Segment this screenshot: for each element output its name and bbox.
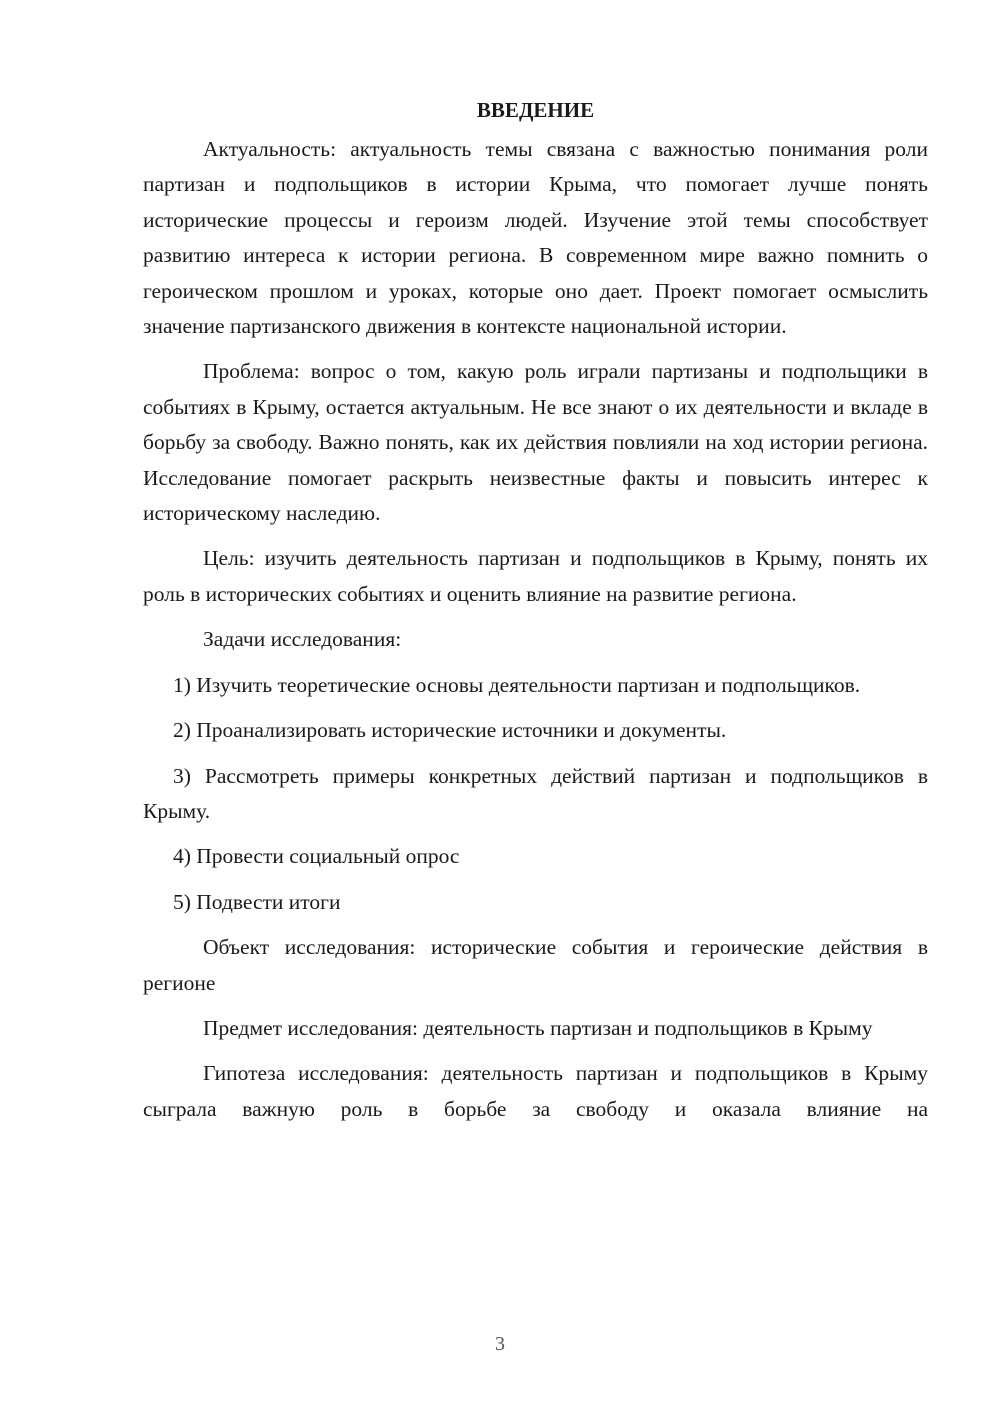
section-heading: ВВЕДЕНИЕ (476, 98, 595, 122)
task-item-2: 2) Проанализировать исторические источники и документы. (173, 718, 727, 743)
paragraph-relevance: Актуальность: актуальность темы связана с важностью понимания роли партизан и подпольщиков в истории Крыма, что помогает лучше понять исторические процессы и героизм людей. Изучение этой темы способствует развитию интереса к истории региона. В современном мире важно помнить о героическом прошлом и уроках, которые оно дает. Проект помогает осмыслить значение партизанского движения в контексте национальной истории. (143, 137, 928, 339)
task-item-4: 4) Провести социальный опрос (173, 844, 460, 869)
task-item-3: 3) Рассмотреть примеры конкретных действий партизан и подпольщиков в Крыму. (143, 763, 928, 823)
paragraph-hypothesis: Гипотеза исследования: деятельность партизан и подпольщиков в Крыму сыграла важную роль в борьбе за свободу и оказала влияние на (143, 1061, 928, 1121)
document-page (143, 96, 928, 1137)
tasks-heading: Задачи исследования: (203, 627, 402, 652)
paragraph-object: Объект исследования: исторические события и героические действия в регионе (143, 935, 928, 995)
paragraph-problem: Проблема: вопрос о том, какую роль играли партизаны и подпольщики в событиях в Крыму, остается актуальным. Не все знают о их деятельности и вкладе в борьбу за свободу. Важно понять, как их действия повлияли на ход истории региона. Исследование помогает раскрыть неизвестные факты и повысить интерес к историческому наследию. (143, 359, 928, 526)
paragraph-subject: Предмет исследования: деятельность партизан и подпольщиков в Крыму (203, 1015, 873, 1040)
task-item-5: 5) Подвести итоги (173, 889, 341, 914)
task-item-1: 1) Изучить теоретические основы деятельности партизан и подпольщиков. (173, 672, 861, 697)
page-number: 3 (495, 1333, 505, 1355)
paragraph-goal: Цель: изучить деятельность партизан и подпольщиков в Крыму, понять их роль в исторических событиях и оценить влияние на развитие региона. (143, 546, 928, 606)
